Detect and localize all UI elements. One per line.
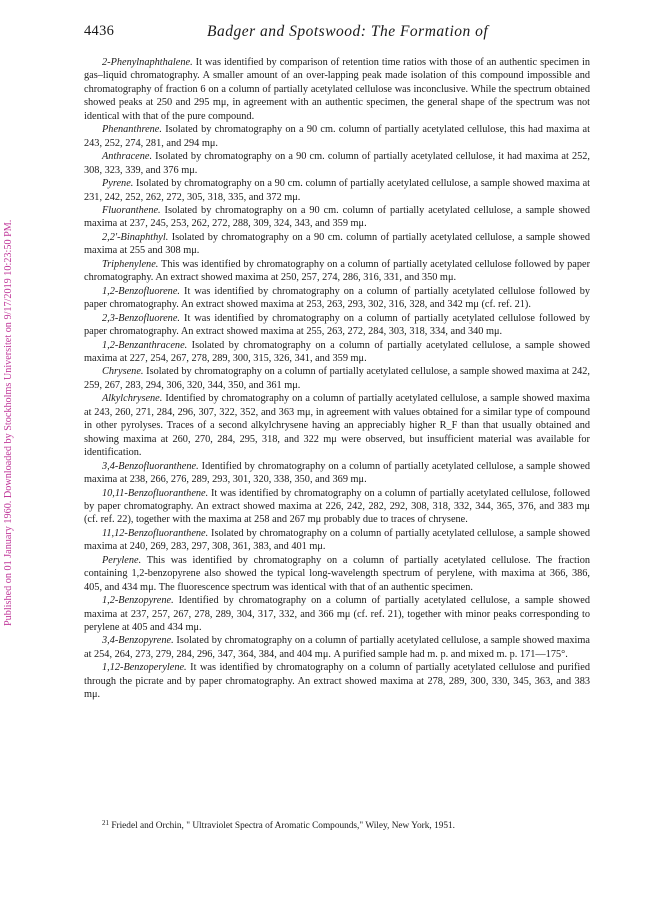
compound-paragraph (84, 312, 590, 339)
compound-description: Identified by chromatography on a column of partially acetylated cellulose, a sample showed maxima at 243, 260, 271, 284, 296, 307, 322, 352, and 363 mμ, in agreement with values obtained for a similar type of compound in other pyrolyses. Traces of a second alkylchrysene having an appreciably higher R_F than that usually obtained and showing maxima at 260, 270, 284, 295, 318, and 322 mμ were observed, but insufficient material was available for identification. (84, 393, 590, 459)
compound-description: It was identified by comparison of retention time ratios with those of an authentic specimen in gas–liquid chromatography. A smaller amount of an over-lapping peak made isolation of this compound impossible and chromatography of fraction 6 on a column of partially acetylated cellulose was inconclusive. While the spectrum obtained showed peaks at 250 and 295 mμ, in agreement with an authentic specimen, the general shape of the spectrum was not identical with that of the pure compound. (84, 57, 590, 122)
footnote-text: Friedel and Orchin, " Ultraviolet Spectra of Aromatic Compounds," Wiley, New York, 1951. (109, 821, 455, 831)
compound-paragraph (84, 231, 590, 258)
footnote-marker: 21 (102, 819, 109, 827)
compound-name: Chrysene. (102, 366, 144, 378)
compound-paragraph (84, 56, 590, 123)
compound-paragraph (84, 661, 590, 701)
compound-paragraph (84, 527, 590, 554)
compound-description: Identified by chromatography on a column of partially acetylated cellulose, a sample showed maxima at 237, 257, 267, 278, 289, 304, 317, 332, and 366 mμ (cf. ref. 21), together with minor peaks corresponding to perylene at 405 and 434 mμ. (84, 595, 590, 634)
compound-paragraph (84, 150, 590, 177)
compound-name: 11,12-Benzofluoranthene. (102, 527, 209, 539)
compound-name: 1,2-Benzopyrene. (102, 595, 174, 607)
compound-description: It was identified by chromatography on a column of partially acetylated cellulose and purified through the picrate and by paper chromatography. An extract showed maxima at 278, 289, 300, 330, 345, 363, and 383 mμ. (84, 662, 590, 701)
compound-name: Alkylchrysene. (102, 393, 163, 405)
compound-paragraph (84, 339, 590, 366)
compound-description: Isolated by chromatography on a column of partially acetylated cellulose, a sample showed maxima at 242, 259, 267, 283, 294, 306, 320, 344, 350, and 361 mμ. (84, 366, 590, 391)
compound-paragraph (84, 285, 590, 312)
compound-paragraph (84, 392, 590, 459)
compound-description: Isolated by chromatography on a 90 cm. column of partially acetylated cellulose, a sample showed maxima at 237, 245, 253, 262, 272, 288, 309, 324, 343, and 359 mμ. (84, 204, 590, 230)
running-head: Badger and Spotswood: The Formation of (207, 23, 489, 40)
compound-name: 2,3-Benzofluorene. (102, 312, 180, 324)
compound-name: 3,4-Benzopyrene. (102, 635, 174, 647)
compound-name: Perylene. (102, 554, 142, 566)
compound-name: Anthracene. (102, 151, 153, 163)
compound-description: Isolated by chromatography on a column of partially acetylated cellulose, a sample showed maxima at 227, 254, 267, 278, 289, 300, 315, 326, 341, and 359 mμ. (84, 339, 590, 364)
compound-description: Isolated by chromatography on a column of partially acetylated cellulose, a sample showed maxima at 240, 269, 283, 297, 308, 361, 383, and 401 mμ. (84, 527, 590, 553)
compound-paragraph (84, 460, 590, 487)
compound-paragraph (84, 594, 590, 634)
compound-name: Phenanthrene. (102, 124, 162, 136)
compound-name: Triphenylene. (102, 258, 159, 270)
compound-paragraph (84, 487, 590, 527)
compound-description: Isolated by chromatography on a column of partially acetylated cellulose, a sample showed maxima at 254, 264, 273, 279, 284, 296, 347, 364, 384, and 404 mμ. A purified sample had m. p. and mixed m. p. 171—175°. (84, 635, 590, 660)
compound-paragraph (84, 634, 590, 661)
download-watermark: Published on 01 January 1960. Downloaded by Stockholms Universitet on 9/17/2019 10:23:50 PM. (3, 219, 14, 626)
compound-paragraph (84, 365, 590, 392)
compound-description: Isolated by chromatography on a 90 cm. column of partially acetylated cellulose, this had maxima at 243, 252, 274, 281, and 294 mμ. (84, 124, 590, 149)
compound-description: It was identified by chromatography on a column of partially acetylated cellulose followed by paper chromatography. An extract showed maxima at 253, 263, 293, 302, 316, 328, and 342 mμ (cf. ref. 21). (84, 285, 590, 311)
compound-description: It was identified by chromatography on a column of partially acetylated cellulose, followed by paper chromatography. An extract showed maxima at 226, 242, 282, 292, 308, 318, 332, 344, 365, 376, and 383 mμ (cf. ref. 22), together with the maxima at 258 and 267 mμ probably due to traces of chrysene. (84, 487, 590, 526)
compound-name: 10,11-Benzofluoranthene. (102, 487, 209, 499)
page-number: 4436 (84, 23, 115, 39)
compound-description: Identified by chromatography on a column of partially acetylated cellulose, a sample showed maxima at 238, 266, 276, 289, 293, 301, 320, 338, 350, and 369 mμ. (84, 460, 590, 486)
compound-description: Isolated by chromatography on a 90 cm. column of partially acetylated cellulose, a sample showed maxima at 231, 242, 252, 262, 272, 305, 318, 335, and 372 mμ. (84, 178, 590, 203)
compound-name: 3,4-Benzofluoranthene. (102, 460, 199, 472)
compound-name: 1,12-Benzoperylene. (102, 662, 187, 674)
footnote (84, 817, 590, 832)
compound-description: This was identified by chromatography on a column of partially acetylated cellulose. The fraction containing 1,2-benzopyrene also showed the typical long-wavelength spectrum of perylene, with maxima at 366, 386, 405, and 434 mμ. The fluorescence spectrum was identical with that of an authentic specimen. (84, 554, 590, 593)
compound-name: 1,2-Benzanthracene. (102, 339, 188, 351)
compound-name: 2-Phenylnaphthalene. (102, 57, 193, 68)
compound-description: It was identified by chromatography on a column of partially acetylated cellulose followed by paper chromatography. An extract showed maxima at 255, 263, 272, 284, 303, 318, 334, and 340 mμ. (84, 312, 590, 338)
page-header (84, 23, 590, 43)
compound-name: Fluoranthene. (102, 204, 161, 216)
compound-paragraph (84, 204, 590, 231)
compound-description: This was identified by chromatography on a column of partially acetylated cellulose followed by paper chromatography. An extract showed maxima at 250, 257, 274, 286, 316, 331, and 350 mμ. (84, 258, 590, 284)
compound-name: 2,2′-Binaphthyl. (102, 231, 169, 243)
compound-paragraph (84, 554, 590, 594)
compound-paragraph (84, 177, 590, 204)
compound-paragraph (84, 123, 590, 150)
article-body (84, 56, 590, 702)
compound-description: Isolated by chromatography on a 90 cm. column of partially acetylated cellulose, it had maxima at 252, 308, 323, 339, and 376 mμ. (84, 151, 590, 176)
compound-description: Isolated by chromatography on a 90 cm. column of partially acetylated cellulose, a sample showed maxima at 255 and 308 mμ. (84, 231, 590, 257)
compound-name: 1,2-Benzofluorene. (102, 285, 180, 297)
compound-paragraph (84, 258, 590, 285)
compound-name: Pyrene. (102, 178, 134, 190)
